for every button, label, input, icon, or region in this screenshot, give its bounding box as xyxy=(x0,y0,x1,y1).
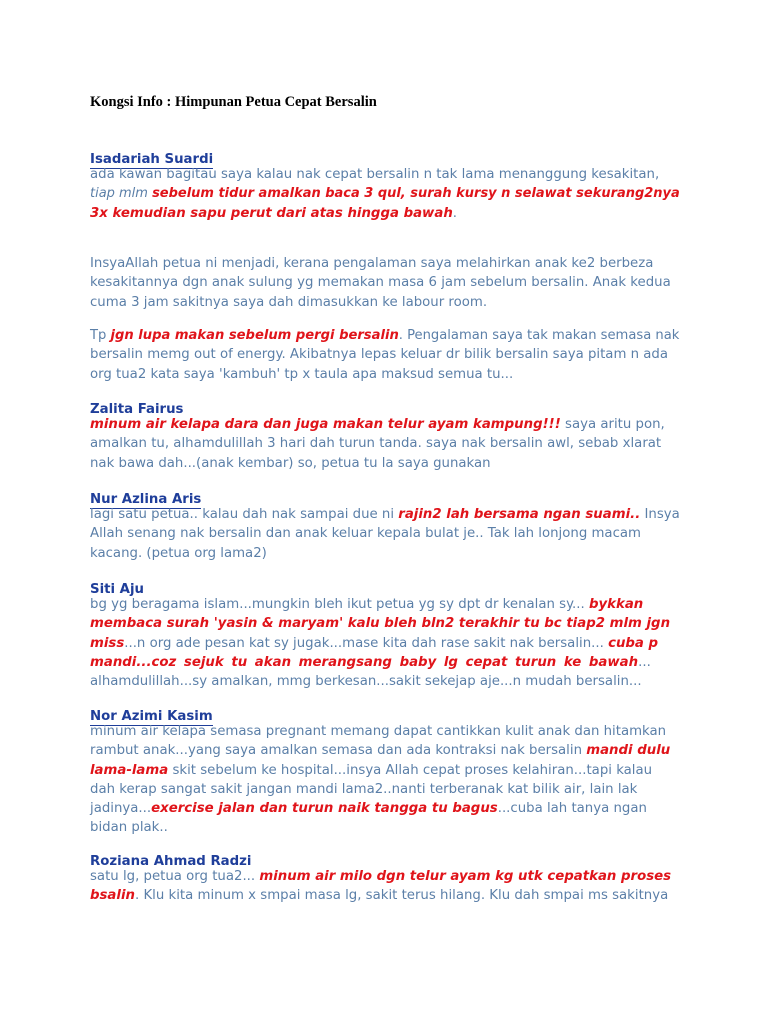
tip-paragraph xyxy=(90,326,680,384)
tip-paragraph xyxy=(90,254,680,312)
tip-text: bg yg beragama islam...mungkin bleh ikut petua yg sy dpt dr kenalan sy... xyxy=(90,597,589,612)
tip-text-line xyxy=(90,415,680,434)
author-name: Siti Aju xyxy=(90,582,144,597)
tip-highlight: bykkan xyxy=(588,597,644,612)
tip-text-line xyxy=(90,886,680,905)
tip-text: lagi satu petua.. kalau dah nak sampai due ni xyxy=(90,507,399,522)
tip-highlight: cuba p xyxy=(608,635,659,651)
tip-text-line xyxy=(90,505,680,524)
tip-block-nor-azimi xyxy=(90,705,680,838)
tip-highlight: mandi...coz sejuk tu akan merangsang baby lg cepat turun ke bawah xyxy=(90,654,639,670)
tip-text: . xyxy=(452,205,458,221)
tip-text-line: minum air kelapa semasa pregnant memang dapat cantikkan kulit anak dan hitamkan xyxy=(90,724,667,739)
tip-text-line xyxy=(90,741,680,760)
tip-highlight: rajin2 lah bersama ngan suami.. xyxy=(398,507,641,522)
tip-block-nur-azlina xyxy=(90,488,680,563)
author-name: Zalita Fairus xyxy=(90,402,184,417)
tip-text-line xyxy=(90,595,680,614)
author-name-link[interactable]: Nur Azlina Aris xyxy=(90,492,202,507)
tip-highlight: minum air kelapa dara dan juga makan telur ayam kampung!!! xyxy=(90,417,561,432)
tip-highlight: exercise jalan dan turun naik tangga tu bagus xyxy=(151,801,498,817)
tip-text: skit sebelum ke hospital...insya Allah cepat proses kelahiran...tapi kalau xyxy=(168,762,653,778)
tip-text: ... xyxy=(638,654,651,670)
tip-text: ...n org ade pesan kat sy jugak...mase kita dah rase sakit nak bersalin... xyxy=(124,635,609,651)
tip-text: ...cuba lah tanya ngan xyxy=(497,801,647,817)
tip-text-line: nak bawa dah...(anak kembar) so, petua tu la saya gunakan xyxy=(90,455,491,471)
tip-text: Tp xyxy=(90,328,111,343)
author-name-link[interactable]: Nor Azimi Kasim xyxy=(90,709,213,724)
tip-text: Insya xyxy=(640,507,680,522)
tip-text: . Pengalaman saya tak makan semasa nak xyxy=(398,328,680,343)
tip-text: saya aritu pon, xyxy=(560,417,665,432)
tip-highlight: bsalin xyxy=(90,888,135,904)
tip-text: jadinya... xyxy=(90,801,152,817)
tip-text: . Klu kita minum x smpai masa lg, sakit terus hilang. Klu dah smpai ms sakitnya xyxy=(135,888,669,904)
tip-text-line: amalkan tu, alhamdulillah 3 hari dah turun tanda. saya nak bersalin awl, sebab xlarat xyxy=(90,436,662,452)
tip-text-line: bersalin memg out of energy. Akibatnya lepas keluar dr bilik bersalin saya pitam n ada xyxy=(90,347,669,363)
page-title: Kongsi Info : Himpunan Petua Cepat Bersalin xyxy=(90,94,377,110)
tip-highlight-line: membaca surah 'yasin & maryam' kalu bleh bln2 terakhir tu bc tiap2 mlm jgn xyxy=(90,616,671,632)
tip-text-line xyxy=(90,761,680,780)
tip-text-line: alhamdulillah...sy amalkan, mmg berkesan...sakit sekejap aje...n mudah bersalin... xyxy=(90,674,642,690)
tip-block-isadariah xyxy=(90,148,680,223)
tip-text-line xyxy=(90,326,680,345)
tip-text-line xyxy=(90,653,680,672)
tip-text-line: kacang. (petua org lama2) xyxy=(90,545,267,561)
tip-highlight: minum air milo dgn telur ayam kg utk cepatkan proses xyxy=(259,869,672,884)
tip-text-line: org tua2 kata saya 'kambuh' tp x taula apa maksud semua tu... xyxy=(90,366,514,382)
tip-text-line: kesakitannya dgn anak sulung yg memakan masa 6 jam sebelum bersalin. Anak kedua xyxy=(90,275,671,291)
tip-highlight: miss xyxy=(90,635,125,651)
tip-text: tiap mlm xyxy=(90,186,153,202)
tip-text-line xyxy=(90,799,680,818)
author-name-link[interactable]: Isadariah Suardi xyxy=(90,152,214,167)
tip-block-zalita xyxy=(90,398,680,473)
author-name: Roziana Ahmad Radzi xyxy=(90,854,252,869)
tip-text-line: Allah senang nak bersalin dan anak keluar kepala bulat je.. Tak lah lonjong macam xyxy=(90,526,641,542)
tip-highlight: sebelum tidur amalkan baca 3 qul, surah kursy n selawat sekurang2nya xyxy=(152,186,680,202)
tip-text-line: ada kawan bagitau saya kalau nak cepat bersalin n tak lama menanggung kesakitan, xyxy=(90,167,660,182)
tip-text-line: InsyaAllah petua ni menjadi, kerana pengalaman saya melahirkan anak ke2 berbeza xyxy=(90,256,654,271)
tip-highlight: 3x kemudian sapu perut dari atas hingga bawah xyxy=(90,205,453,221)
tip-block-siti-aju xyxy=(90,578,680,691)
tip-text-line: cuma 3 jam sakitnya saya dah dimasukkan ke labour room. xyxy=(90,294,488,310)
tip-text-line xyxy=(90,634,680,653)
tip-highlight: jgn lupa makan sebelum pergi bersalin xyxy=(110,328,399,343)
tip-text-line: bidan plak.. xyxy=(90,820,168,836)
tip-text: rambut anak...yang saya amalkan semasa dan ada kontraksi nak bersalin xyxy=(90,743,587,759)
tip-text: satu lg, petua org tua2... xyxy=(90,869,260,884)
tip-text-line: dah kerap sangat sakit jangan mandi lama2..nanti terberanak kat bilik air, lain lak xyxy=(90,781,638,797)
tip-text-line xyxy=(90,184,680,203)
tip-highlight: mandi dulu xyxy=(586,743,671,759)
tip-text-line xyxy=(90,204,680,223)
tip-text-line xyxy=(90,867,680,886)
tip-highlight: lama-lama xyxy=(90,762,169,778)
tip-block-roziana xyxy=(90,850,680,906)
